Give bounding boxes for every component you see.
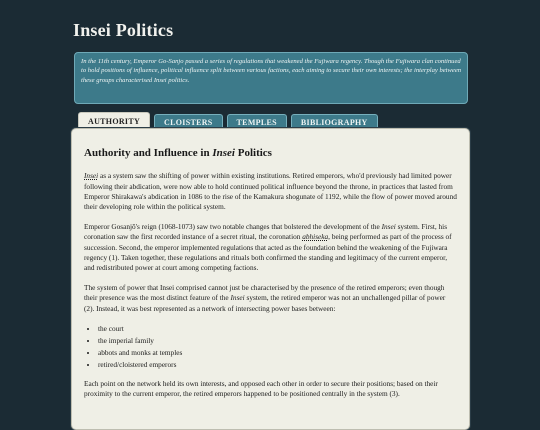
tab-temples[interactable]: TEMPLES <box>227 114 287 130</box>
power-bases-list <box>84 324 457 371</box>
content-panel[interactable] <box>71 128 470 430</box>
term-abhiseka[interactable]: abhiseka <box>302 232 329 242</box>
list-item: • the imperial family <box>98 336 457 346</box>
page-title: Insei Politics <box>73 20 174 40</box>
paragraph-1: Insei as a system saw the shifting of power within existing institutions. Retired emperors, who'd previously had limited power following their abdication, were now able to hold continued political influence beyond the throne, in practices that lasted from Emperor Shirakawa's abdication in 1086 to the rise of the Kamakura shogunate of 1192, while the flow of power moved around their developing role within the political system. <box>84 171 457 211</box>
tab-cloisters[interactable]: CLOISTERS <box>154 114 223 130</box>
term-insei[interactable]: Insei <box>84 171 99 181</box>
list-item: • abbots and monks at temples <box>98 348 457 358</box>
paragraph-2: Emperor Gosanjō's reign (1068-1073) saw two notable changes that bolstered the development of the Insei system. First, his coronation saw the first recorded instance of a secret ritual, the coronation abhiseka, being performed as part of the process of succession. Second, the emperor implemented regulations that acted as the foundation behind the weakening of the Fujiwara regency (1). Taken together, these regulations and rituals both confirmed the standing and legitimacy of the current emperor, and redistributed power at court among competing factions. <box>84 222 452 273</box>
intro-banner: In the 11th century, Emperor Go-Sanjo passed a series of regulations that weakened the Fujiwara regency. Though the Fujiwara clan continued to hold positions of influence, political influence split between various factions, each aiming to secure their own interests; the interplay between these groups characterised Insei politics. <box>74 52 468 104</box>
list-item: • the court <box>98 324 457 334</box>
paragraph-4: Each point on the network held its own interests, and opposed each other in order to secure their positions; based on their proximity to the current emperor, the retired emperors happened to be positioned centrally in the system (3). <box>84 378 438 398</box>
tab-bibliography[interactable]: BIBLIOGRAPHY <box>291 114 378 130</box>
tab-authority[interactable]: AUTHORITY <box>78 112 150 130</box>
list-item: • retired/cloistered emperors <box>98 360 457 370</box>
article <box>84 146 457 409</box>
paragraph-3: The system of power that Insei comprised cannot just be characterised by the presence of the retired emperors; even though their presence was the most distinct feature of the Insei system, the retired emperor was not an unchallenged pillar of power (2). Instead, it was best represented as a network of intersecting power bases between: <box>84 283 446 313</box>
article-heading: Authority and Influence in Insei Politics <box>84 147 272 159</box>
